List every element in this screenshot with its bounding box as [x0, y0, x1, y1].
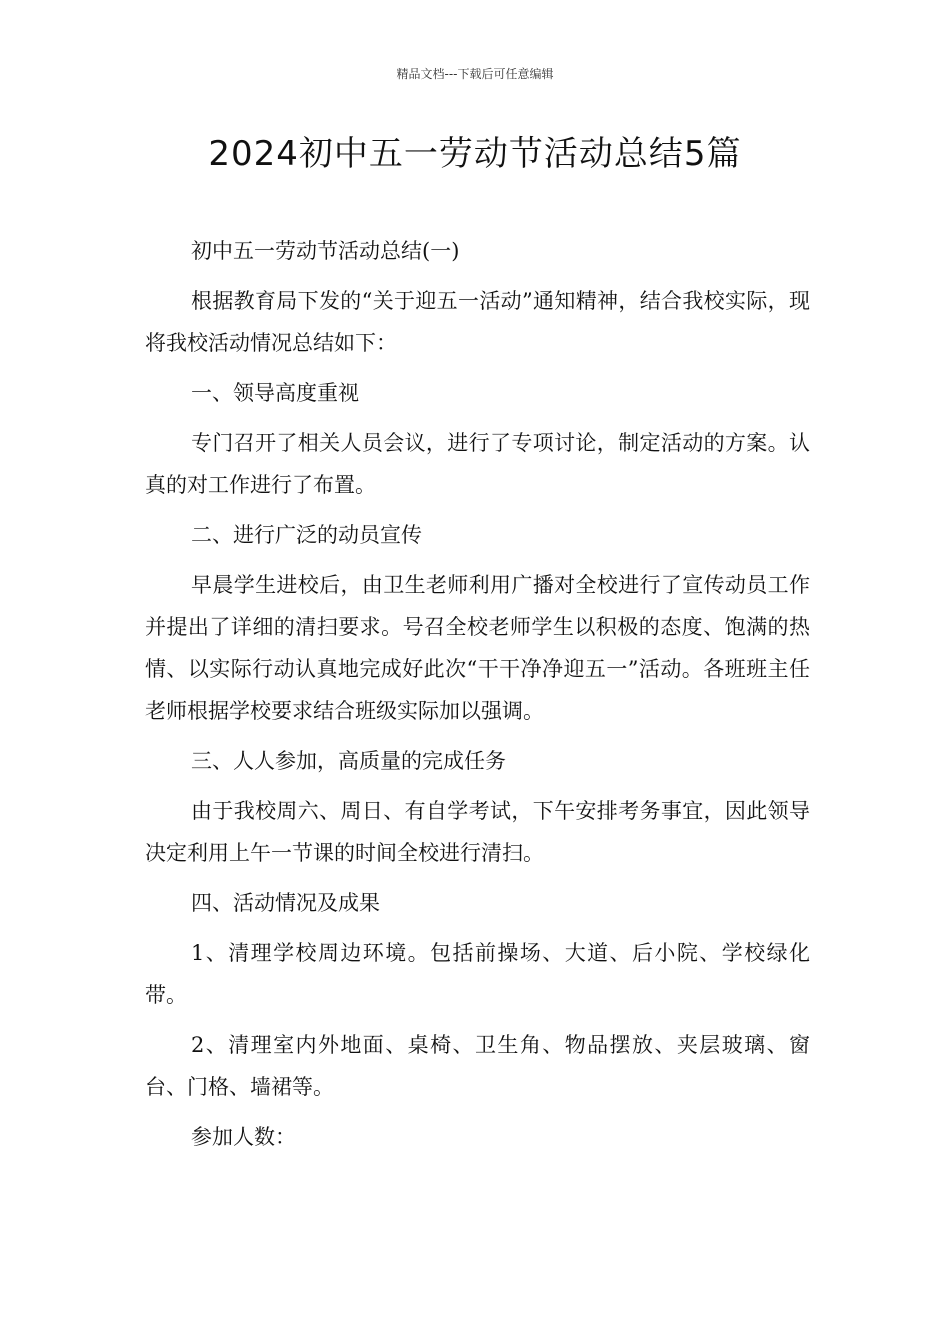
paragraph: 参加人数： [191, 1125, 296, 1149]
section-heading-1: 初中五一劳动节活动总结(一) [191, 239, 460, 263]
paragraph: 由于我校周六、周日、有自学考试，下午安排考务事宜，因此领导决定利用上午一节课的时间全校进行清扫。 [145, 799, 810, 865]
document-body [145, 230, 810, 1166]
list-item: 1、清理学校周边环境。包括前操场、大道、后小院、学校绿化带。 [145, 941, 810, 1007]
paragraph: 早晨学生进校后，由卫生老师利用广播对全校进行了宣传动员工作并提出了详细的清扫要求。号召全校老师学生以积极的态度、饱满的热情、以实际行动认真地完成好此次“干干净净迎五一”活动。各班班主任老师根据学校要求结合班级实际加以强调。 [145, 573, 810, 723]
subheading: 二、进行广泛的动员宣传 [191, 523, 422, 547]
page-header: 精品文档---下载后可任意编辑 [396, 67, 554, 81]
subheading: 三、人人参加，高质量的完成任务 [191, 749, 506, 773]
paragraph: 根据教育局下发的“关于迎五一活动”通知精神，结合我校实际，现将我校活动情况总结如下： [145, 289, 810, 355]
subheading: 一、领导高度重视 [191, 381, 359, 405]
list-item: 2、清理室内外地面、桌椅、卫生角、物品摆放、夹层玻璃、窗台、门格、墙裙等。 [145, 1033, 810, 1099]
subheading: 四、活动情况及成果 [191, 891, 380, 915]
paragraph: 专门召开了相关人员会议，进行了专项讨论，制定活动的方案。认真的对工作进行了布置。 [145, 431, 810, 497]
document-title: 2024初中五一劳动节活动总结5篇 [208, 134, 742, 174]
